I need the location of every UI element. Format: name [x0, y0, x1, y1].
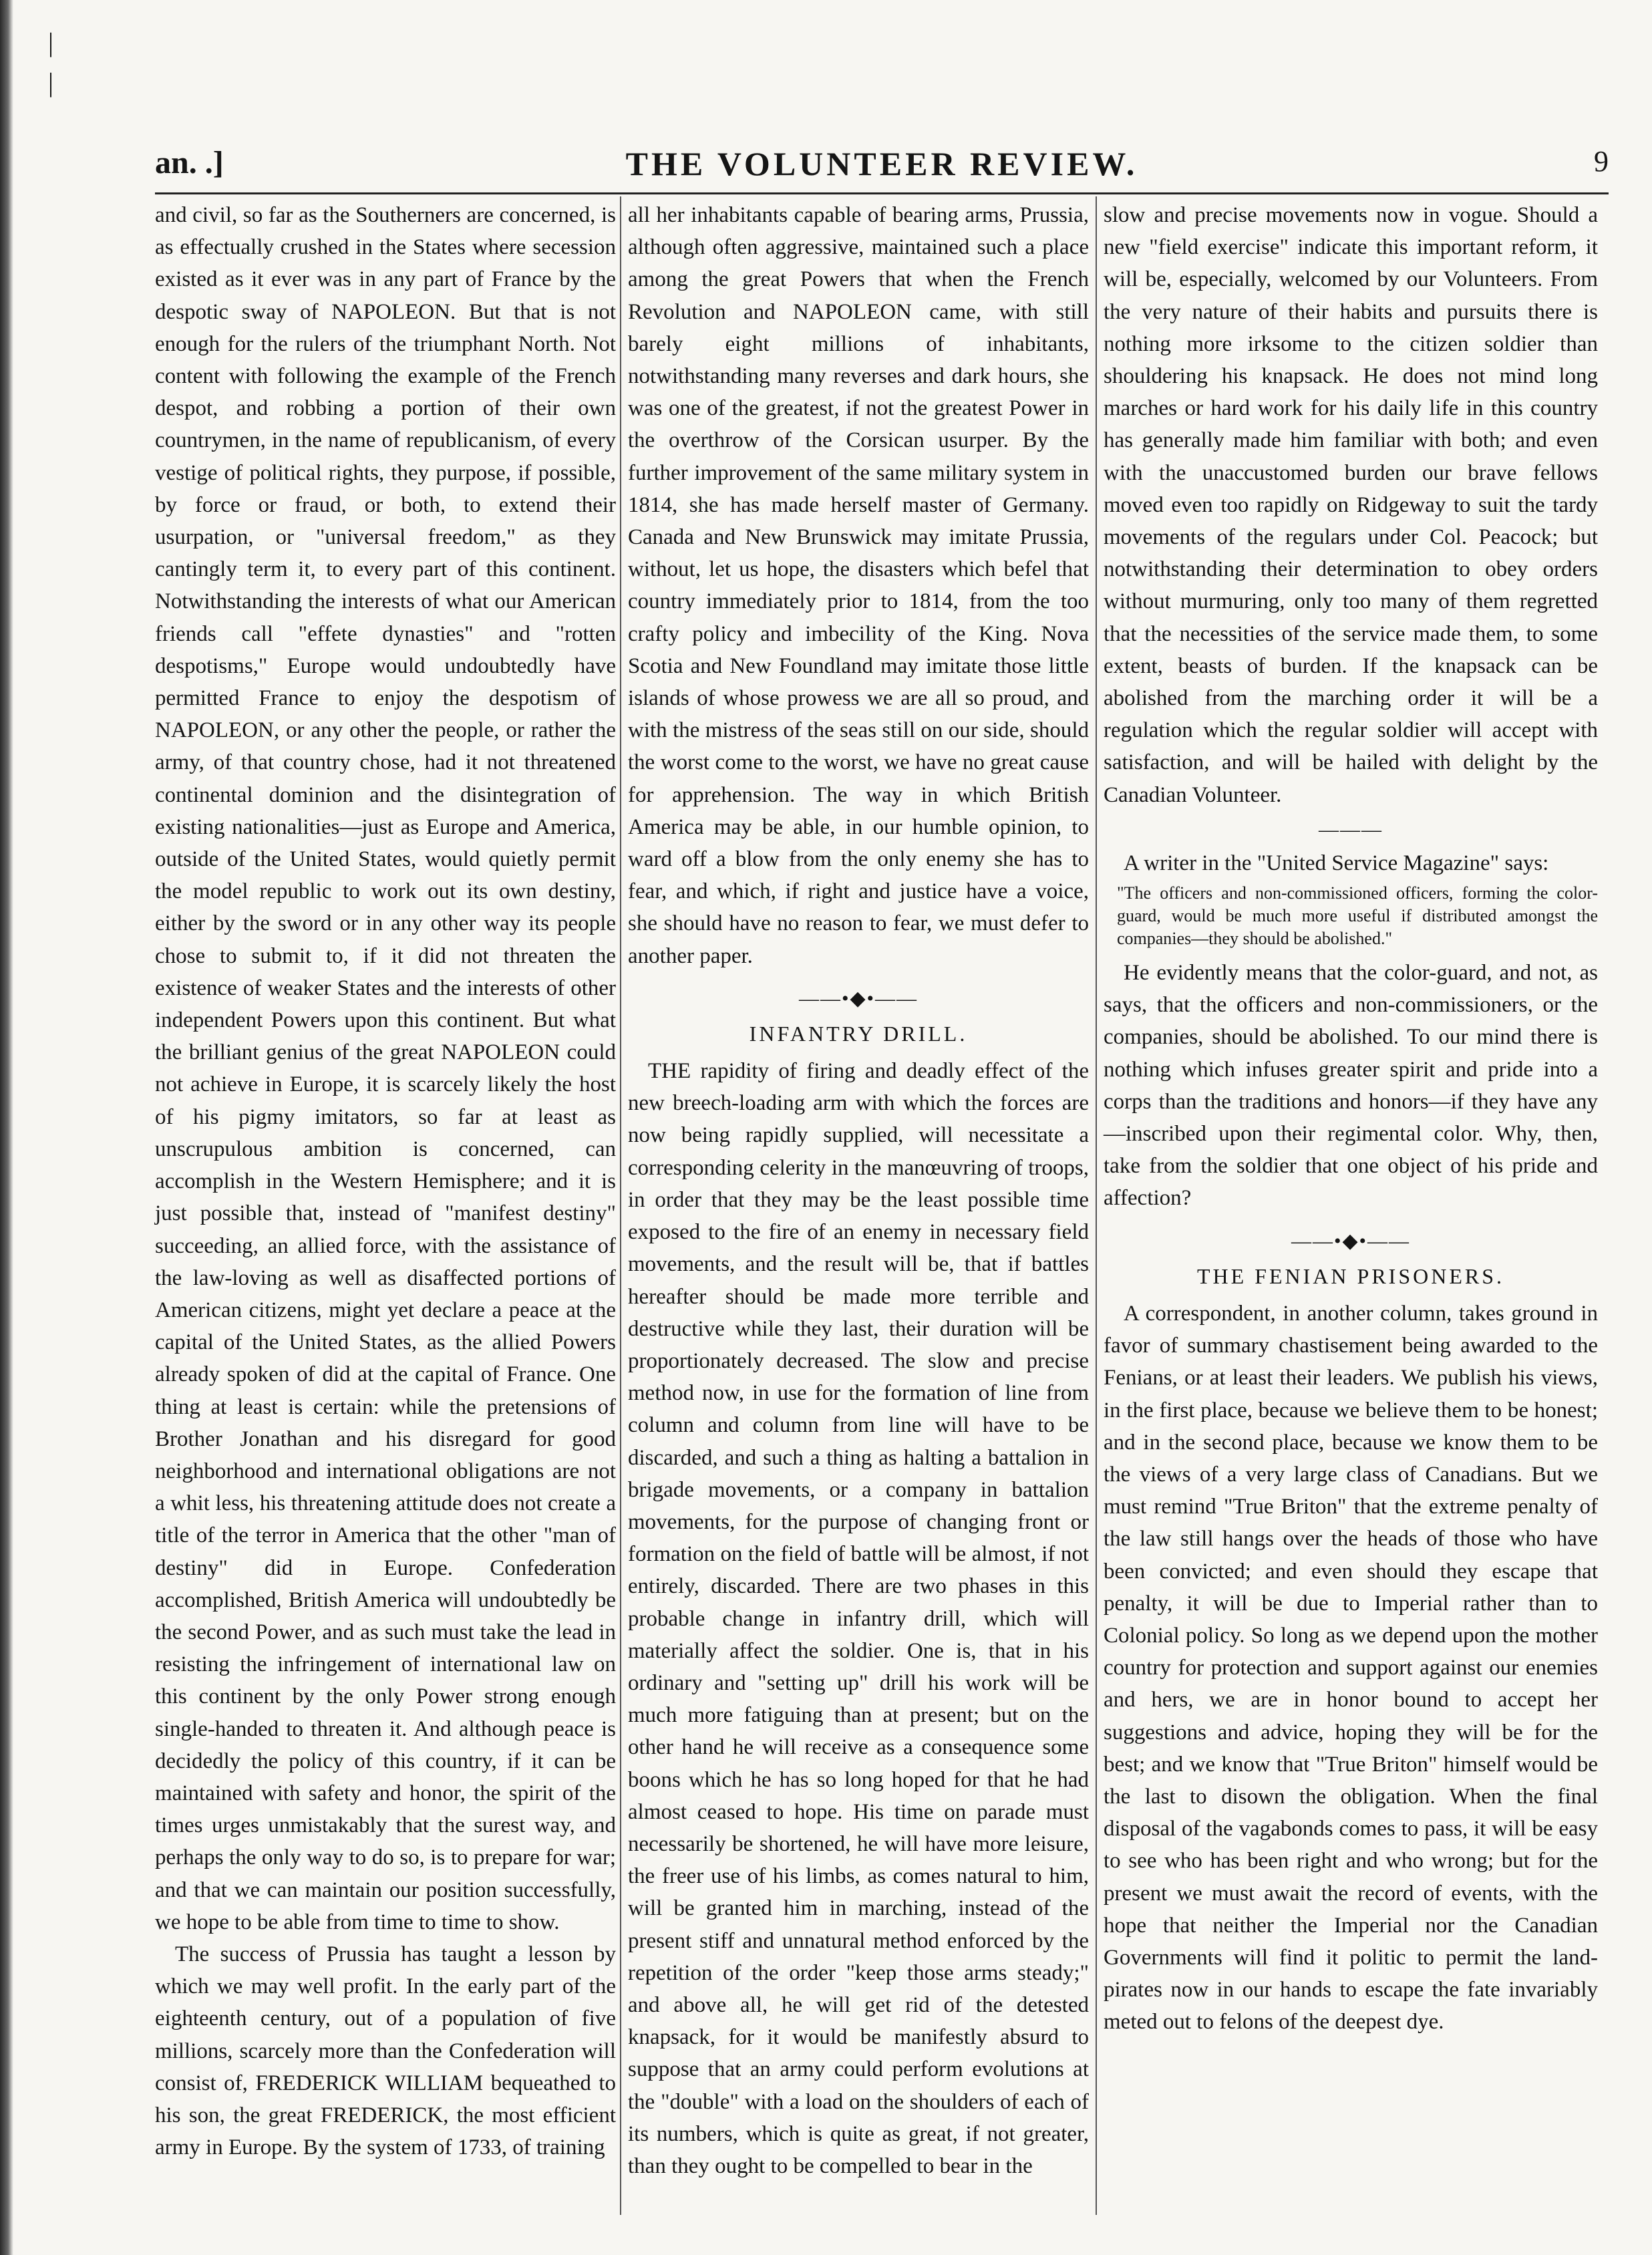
section-heading-fenian-prisoners: THE FENIAN PRISONERS.	[1196, 1263, 1505, 1288]
newspaper-title: THE VOLUNTEER REVIEW.	[625, 145, 1138, 182]
margin-mark: |	[48, 27, 54, 57]
column-divider	[1096, 196, 1097, 2215]
column-1	[155, 199, 616, 2163]
article-paragraph: and civil, so far as the Southerners are concerned, is as effectually crushed in the States where secession existed as it ever was in any part of France by the despotic sway of NAPOLEON. But that is not enough for the rulers of the triumphant North. Not content with following the example of the French despot, and robbing a portion of their own countrymen, in the name of republicanism, of every vestige of political rights, they purpose, if possible, by force or fraud, or both, to extend their usurpation, or "universal freedom," as they cantingly term it, to every part of this continent. Notwithstanding the interests of what our American friends call "effete dynasties" and "rotten despotisms," Europe would undoubtedly have permitted France to enjoy the despotism of NAPOLEON, or any other the people, or rather the army, of that country chose, had it not threatened continental dominion and the disintegration of existing nationalities—just as Europe and America, outside of the United States, would quietly permit the model republic to work out its own destiny, either by the sword or in any other way its people chose to submit to, if it did not threaten the existence of weaker States and the interests of other independent Powers upon this continent. But what the brilliant genius of the great NAPOLEON could not achieve in Europe, it is scarcely likely the host of his pigmy imitators, so far at least as unscrupulous ambition is concerned, can accomplish in the Western Hemisphere; and it is just possible that, instead of "manifest destiny" succeeding, an allied force, with the assistance of the law-loving as well as disaffected portions of American citizens, might yet declare a peace at the capital of the United States, as the allied Powers already spoken of did at the capital of France. One thing at least is certain: while the pretensions of Brother Jonathan and his disregard for good neighborhood and international obligations are not a whit less, his threatening attitude does not create a title of the terror in America that the other "man of destiny" did in Europe. Confederation accomplished, British America will undoubtedly be the second Power, and as such must take the lead in resisting the infringement of international law on this continent by the only Power strong enough single-handed to threaten it. And although peace is decidedly the policy of this country, if it can be maintained with safety and honor, the spirit of the times urges unmistakably that the surest way, and perhaps the only way to do so, is to prepare for war; and that we can maintain our position successfully, we hope to be able from time to time to show.	[155, 203, 616, 1934]
section-heading-infantry-drill: INFANTRY DRILL.	[749, 1021, 968, 1046]
article-paragraph: all her inhabitants capable of bearing arms, Prussia, although often aggressive, maintained such a place among the great Powers that when the French Revolution and NAPOLEON came, with still barely eight millions of inhabitants, notwithstanding many reverses and dark hours, she was one of the greatest, if not the greatest Power in the overthrow of the Corsican usurper. By the further improvement of the same military system in 1814, she has made herself master of Germany. Canada and New Brunswick may imitate Prussia, without, let us hope, the disasters which befel that country immediately prior to 1814, from the too crafty policy and imbecility of the King. Nova Scotia and New Foundland may imitate those little islands of whose prowess we are all so proud, and with the mistress of the seas still on our side, should the worst come to the worst, we have no great cause for apprehension. The way in which British America may be able, in our humble opinion, to ward off a blow from the only enemy she has to fear, and which, if right and justice have a voice, she should have no reason to fear, we must defer to another paper.	[628, 203, 1089, 968]
margin-mark: |	[48, 67, 54, 98]
article-paragraph: A correspondent, in another column, takes ground in favor of summary chastisement being awarded to the Fenians, or at least their leaders. We publish his views, in the first place, because we believe them to be honest; and in the second place, because we know them to be the views of a very large class of Canadians. But we must remind "True Briton" that the extreme penalty of the law still hangs over the heads of those who have been convicted; and even should they escape that penalty, it will be due to Imperial rather than to Colonial policy. So long as we depend upon the mother country for protection and support against our enemies and hers, we are in honor bound to accept her suggestions and advice, hoping they will be for the best; and we know that "True Briton" himself would be the last to disown the obligation. When the final disposal of the vagabonds comes to pass, it will be easy to see who has been right and who wrong; but for the present we must await the record of events, with the hope that neither the Imperial nor the Canadian Governments will find it politic to permit the land-pirates now in our hands to escape the fate invariably meted out to felons of the deepest dye.	[1104, 1301, 1598, 2035]
page-number: 9	[1594, 145, 1609, 178]
column-divider	[620, 196, 621, 2215]
column-3	[1104, 199, 1598, 2039]
column-2	[628, 199, 1089, 2182]
page-binding-edge	[0, 0, 13, 2255]
article-paragraph: He evidently means that the color-guard, and not, as says, that the officers and non-commissioners, or the companies, should be abolished. To our mind there is nothing which infuses greater spirit and pride into a corps than the traditions and honors—if they have any—inscribed upon their regimental color. Why, then, take from the soldier that one object of his pride and affection?	[1104, 961, 1598, 1211]
article-paragraph: slow and precise movements now in vogue. Should a new "field exercise" indicate this important reform, it will be, especially, welcomed by our Volunteers. From the very nature of their habits and pursuits there is nothing more irksome to the citizen soldier than shouldering his knapsack. He does not mind long marches or hard work for his daily life in this country has generally made him familiar with both; and even with the unaccustomed burden our brave fellows moved even too rapidly on Ridgeway to suit the tardy movements of the regulars under Col. Peacock; but notwithstanding their determination to obey orders without murmuring, only too many of them regretted that the necessities of the service made them, to some extent, beasts of burden. If the knapsack can be abolished from the marching order it will be a regulation which the regular soldier will accept with satisfaction, and will be hailed with delight by the Canadian Volunteer.	[1104, 203, 1598, 807]
article-paragraph: The success of Prussia has taught a lesson by which we may well profit. In the early part of the eighteenth century, out of a population of five millions, scarcely more than the Confederation will consist of, FREDERICK WILLIAM bequeathed to his son, the great FREDERICK, the most efficient army in Europe. By the system of 1733, of training	[155, 1942, 616, 2160]
block-quote: "The officers and non-commissioned officers, forming the color-guard, would be much more useful if distributed amongst the companies—they should be abolished."	[1117, 883, 1598, 949]
page-header	[155, 144, 1609, 182]
header-issue-mark: an. .]	[155, 145, 224, 180]
rule-dash: ———	[1319, 818, 1383, 841]
header-rule	[155, 192, 1609, 194]
article-paragraph: THE rapidity of firing and deadly effect of the new breech-loading arm with which the forces are now being rapidly supplied, will necessitate a corresponding celerity in the manœuvring of troops, in order that they may be the least possible time exposed to the fire of an enemy in necessary field movements, and the result will be, that if battles hereafter should be made more terrible and destructive while they last, their duration will be proportionately decreased. The slow and precise method now, in use for the formation of line from column and column from line will have to be discarded, and such a thing as halting a battalion in brigade movements, or a company in battalion movements, for the purpose of changing front or formation on the field of battle will be almost, if not entirely, discarded. There are two phases in this probable change in infantry drill, which will materially affect the soldier. One is, that in his ordinary and "setting up" drill his work will be much more fatiguing than at present; but on the other hand he will receive as a consequence some boons which he has so long hoped for that he had almost ceased to hope. His time on parade must necessarily be shortened, he will have more leisure, the freer use of his limbs, as comes natural to him, will be granted him in marching, instead of the present stiff and unnatural method enforced by the repetition of the order "keep those arms steady;" and above all, he will get rid of the detested knapsack, for it would be manifestly absurd to suppose that an army could perform evolutions at the "double" with a load on the shoulders of each of its numbers, which is quite as great, if not greater, than they ought to be compelled to bear in the	[628, 1059, 1089, 2178]
section-separator: ——•◆•——	[1291, 1229, 1411, 1252]
section-separator: ——•◆•——	[798, 987, 919, 1010]
article-paragraph: A writer in the "United Service Magazine" says:	[1124, 851, 1549, 875]
